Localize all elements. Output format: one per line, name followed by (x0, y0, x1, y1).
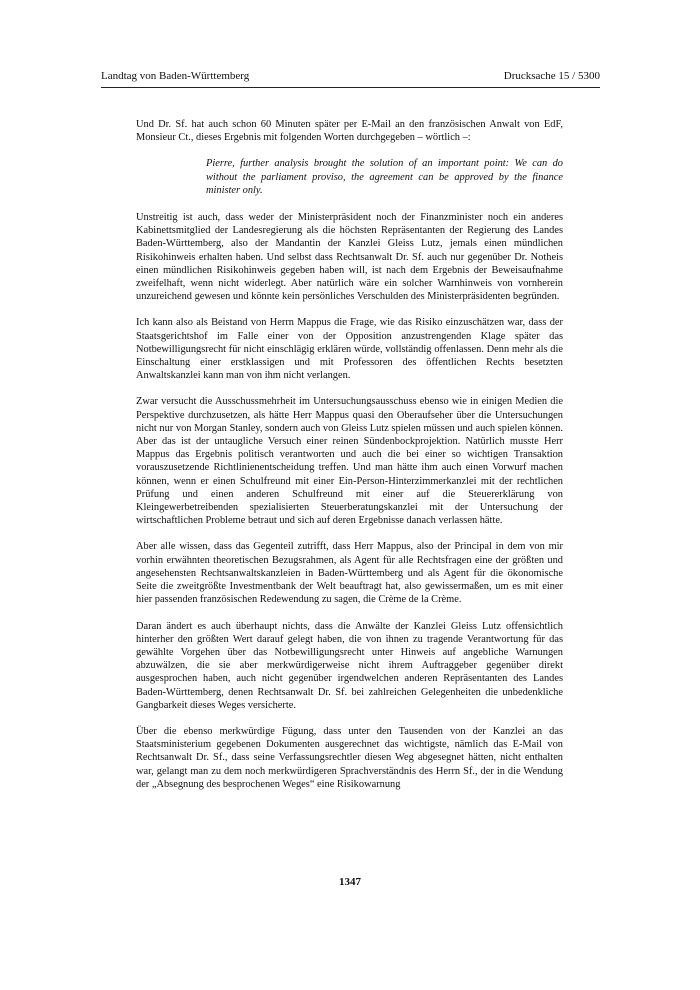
paragraph: Über die ebenso merkwürdige Fügung, dass unter den Tausenden von der Kanzlei an das Staatsministerium gegebenen Dokumenten ausgerechnet das wichtigste, nämlich das E-Mail von Rechtsanwalt Dr. Sf., dass seine Verfassungsrechtler diesen Weg abgesegnet hätten, nicht enthalten war, gelangt man zu dem noch merkwürdigeren Sprachverständnis des Herrn Sf., der in die Wendung der „Absegnung des besprochenen Weges“ eine Risikowarnung (136, 725, 563, 790)
paragraph: Unstreitig ist auch, dass weder der Ministerpräsident noch der Finanzminister noch ein anderes Kabinettsmitglied der Landesregierung als die höchsten Repräsentanten der Regierung des Landes Baden-Württemberg, also der Mandantin der Kanzlei Gleiss Lutz, jemals einen mündlichen Risikohinweis erhalten haben. Und selbst dass Rechtsanwalt Dr. Sf. auch nur gegenüber Dr. Notheis einen mündlichen Risikohinweis gegeben haben will, ist nach dem Ergebnis der Beweisaufnahme zweifelhaft, wenn nicht widerlegt. Aber natürlich wäre ein solcher Warnhinweis von vornherein unzureichend gewesen und könnte kein persönliches Verschulden des Ministerpräsidenten begründen. (136, 212, 563, 303)
paragraph: Ich kann also als Beistand von Herrn Mappus die Frage, wie das Risiko einzuschätzen war, dass der Staatsgerichtshof im Falle einer von der Opposition anzustrengenden Klage später das Notbewilligungsrecht für nicht einschlägig erklären würde, vollständig offenlassen. Denn mehr als die Einschaltung einer erstklassigen und mit Professoren des öffentlichen Rechts besetzten Anwaltskanzlei kann man von ihm nicht verlangen. (136, 317, 563, 382)
header-rule (101, 87, 600, 88)
page-header (101, 70, 600, 82)
paragraph: Und Dr. Sf. hat auch schon 60 Minuten später per E-Mail an den französischen Anwalt von EdF, Monsieur Ct., dieses Ergebnis mit folgenden Worten durchgegeben – wörtlich –: (136, 119, 563, 144)
body-text (136, 118, 563, 804)
paragraph: Aber alle wissen, dass das Gegenteil zutrifft, dass Herr Mappus, also der Principal in dem von mir vorhin erwähnten theoretischen Bezugsrahmen, als Agent für alle Rechtsfragen eine der größten und angesehensten Rechtsanwaltskanzleien in Baden-Württemberg und als Agent für die ökonomische Seite die zweitgrößte Investmentbank der Welt beauftragt hat, also gewissermaßen, um es mit einer hier passenden französischen Redewendung zu sagen, die Crème de la Crème. (136, 541, 563, 606)
header-right: Drucksache 15 / 5300 (503, 70, 600, 82)
paragraph: Daran ändert es auch überhaupt nichts, dass die Anwälte der Kanzlei Gleiss Lutz offensichtlich hinterher den größten Wert darauf gelegt haben, die von ihnen zu tragende Verantwortung für das gewählte Vorgehen über das Notbewilligungsrecht unter Hinweis auf angebliche Warnungen abzuwälzen, die sie aber merkwürdigerweise nicht ihrem Auftraggeber gegenüber direkt ausgesprochen haben, auch nicht gegenüber irgendwelchen anderen Repräsentanten des Landes Baden-Württemberg, denen Rechtsanwalt Dr. Sf. bei zahlreichen Gelegenheiten die unbedenkliche Gangbarkeit dieses Weges versicherte. (136, 620, 563, 711)
paragraph: Zwar versucht die Ausschussmehrheit im Untersuchungsausschuss ebenso wie in einigen Medien die Perspektive durchzusetzen, als hätte Herr Mappus quasi den Oberaufseher über die Untersuchungen nicht nur von Morgan Stanley, sondern auch von Gleiss Lutz spielen müssen und auch spielen können. Aber das ist der untaugliche Versuch einer reinen Sündenbockprojektion. Natürlich musste Herr Mappus das Ergebnis politisch verantworten und auch die bei einer so wichtigen Transaktion vorauszusetzende Richtlinienentscheidung treffen. Und man hätte ihm auch einen Vorwurf machen können, wenn er einen Schulfreund mit einer Ein-Person-Hinterzimmerkanzlei mit der rechtlichen Prüfung und einen anderen Schulfreund mit einer auf die Steuererklärung von Kleingewerbetreibenden spezialisierten Steuerberatungskanzlei mit der Untersuchung der wirtschaftlichen Probleme betraut und sich auf deren Ergebnisse danach verlassen hätte. (136, 396, 563, 527)
block-quote: Pierre, further analysis brought the solution of an important point: We can do without the parliament proviso, the agreement can be approved by the finance minister only. (206, 158, 563, 196)
page-number: 1347 (339, 876, 361, 888)
header-left: Landtag von Baden-Württemberg (101, 70, 250, 82)
